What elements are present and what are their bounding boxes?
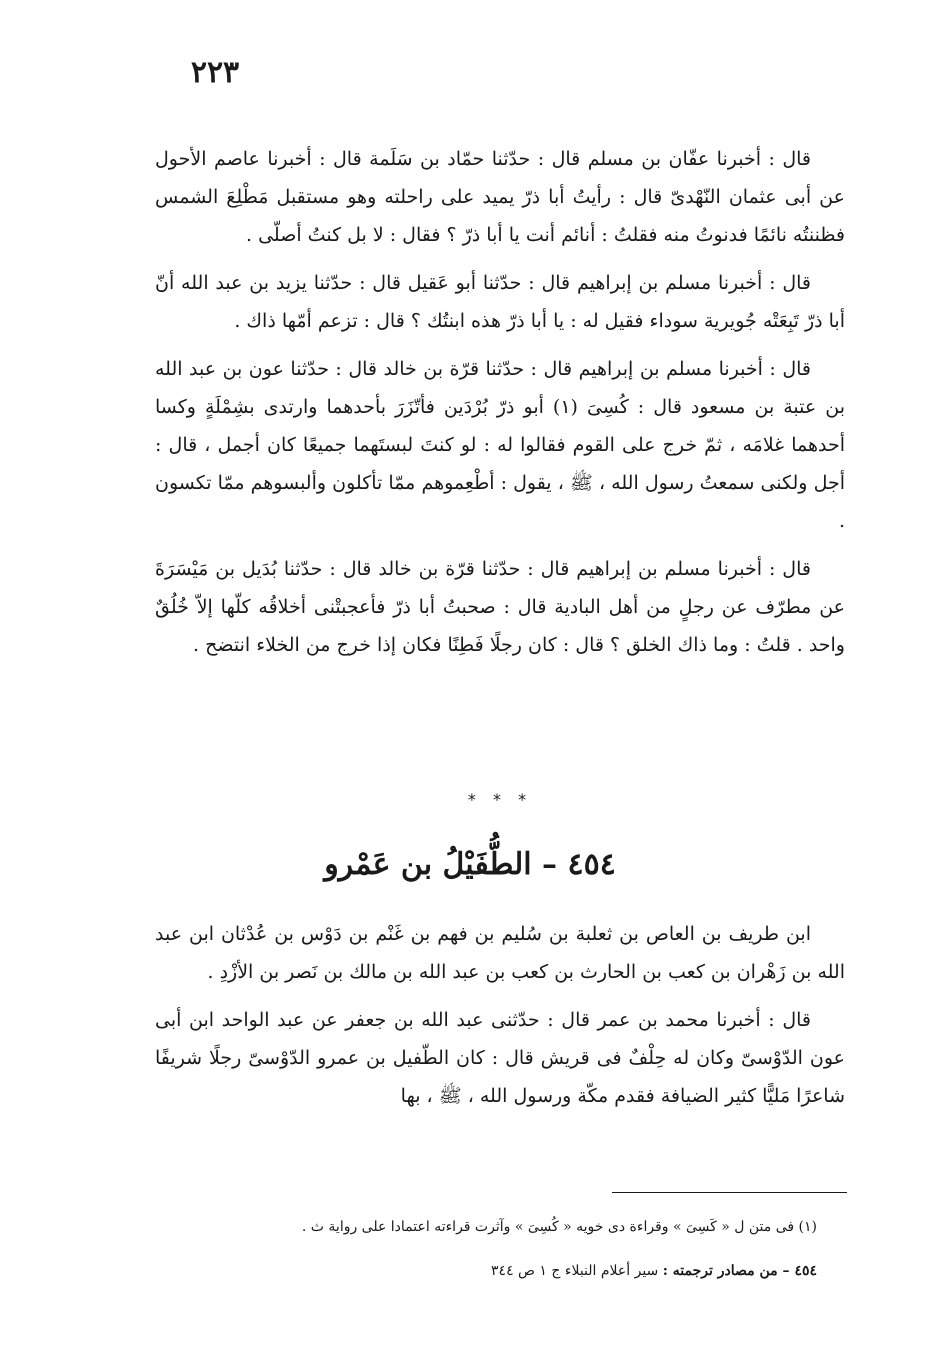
sources-label: ٤٥٤ – من مصادر ترجمته : <box>662 1263 817 1279</box>
section-separator: * * * <box>467 790 533 809</box>
sources-text: سير أعلام النبلاء ج ١ ص ٣٤٤ <box>491 1263 663 1279</box>
page-number: ٢٢٣ <box>190 55 240 90</box>
paragraph-lineage: ابن طريف بن العاص بن ثعلبة بن سُليم بن فهم بن غَنْم بن دَوْس بن عُدْثان ابن عبد الله بن زَهْران بن كعب بن الحارث بن كعب بن عبد الله بن مالك بن نَصر بن الأزْدِ . <box>155 923 845 983</box>
footnote-1: (١) فى متن ل « كَسِىَ » وقراءة دى خويه « كُسِىَ » وآثرت قراءته اعتمادا على رواية ث . <box>301 1219 817 1235</box>
footnotes <box>155 1205 845 1293</box>
biography-heading: ٤٥٤ – الطُّفَيْلُ بن عَمْرو <box>324 847 616 882</box>
sources-note <box>155 1249 845 1293</box>
paragraph-4: قال : أخبرنا مسلم بن إبراهيم قال : حدّثنا قرّة بن خالد قال : حدّثنا بُدَيل بن مَيْسَرَةَ عن مطرّف عن رجلٍ من أهل البادية قال : صحبتُ أبا ذرّ فأعجبتْنى أخلاقُه كلّها إلاّ خُلُقٌ واحد . قلتُ : وما ذاك الخلق ؟ قال : كان رجلًا فَطِنًا فكان إذا خرج من الخلاء انتضح . <box>155 558 845 656</box>
section-one-text <box>155 140 845 664</box>
footnote-divider <box>612 1192 847 1193</box>
paragraph-1: قال : أخبرنا عفّان بن مسلم قال : حدّثنا حمّاد بن سَلَمة قال : أخبرنا عاصم الأحول عن أبى عثمان النّهْدىّ قال : رأيتُ أبا ذرّ يميد على راحلته وهو مستقبل مَطْلِعَ الشمس فظننتُه نائمًا فدنوتُ منه فقلتُ : أنائم أنت يا أبا ذرّ ؟ فقال : لا بل كنتُ أصلّى . <box>155 148 845 246</box>
paragraph-2: قال : أخبرنا مسلم بن إبراهيم قال : حدّثنا أبو عَقيل قال : حدّثنا يزيد بن عبد الله أنّ أبا ذرّ تَبِعَتْه جُويرية سوداء فقيل له : يا أبا ذرّ هذه ابنتُك ؟ قال : تزعم أمّها ذاك . <box>155 272 845 332</box>
paragraph-3: قال : أخبرنا مسلم بن إبراهيم قال : حدّثنا قرّة بن خالد قال : حدّثنا عون بن عبد الله بن عتبة بن مسعود قال : كُسِىَ (١) أبو ذرّ بُرْدَين فأتّزَرَ بأحدهما وارتدى بشِمْلَةٍ وكسا أحدهما غلامَه ، ثمّ خرج على القوم فقالوا له : لو كنتَ لبستَهما جميعًا كان أجمل ، قال : أجل ولكنى سمعتُ رسول الله ، ﷺ ، يقول : أطْعِموهم ممّا تأكلون وألبسوهم ممّا تكسون . <box>155 358 845 532</box>
paragraph-narration: قال : أخبرنا محمد بن عمر قال : حدّثنى عبد الله بن جعفر عن عبد الواحد ابن أبى عون الدّوْسىّ وكان له حِلْفٌ فى قريش قال : كان الطّفيل بن عمرو الدّوْسىّ رجلًا شريفًا شاعرًا مَليًّا كثير الضيافة فقدم مكّة ورسول الله ، ﷺ ، بها <box>155 1009 845 1107</box>
section-two-text <box>155 915 845 1115</box>
